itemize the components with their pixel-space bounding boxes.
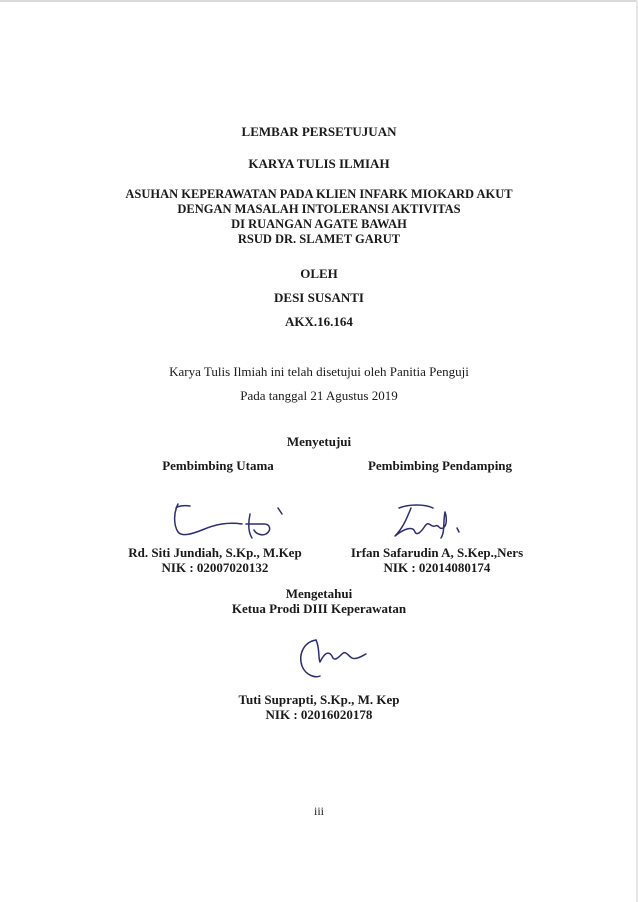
- companion-advisor-name: Irfan Safarudin A, S.Kep.,Ners: [350, 545, 524, 560]
- program-head-name: Tuti Suprapti, S.Kp., M. Kep: [238, 692, 400, 707]
- by-label: OLEH: [300, 266, 338, 281]
- author-name: DESI SUSANTI: [274, 290, 364, 305]
- acknowledge-label: Mengetahui: [285, 586, 353, 601]
- approval-statement: Karya Tulis Ilmiah ini telah disetujui oleh Panitia Penguji: [169, 364, 469, 379]
- page-number: iii: [313, 804, 324, 818]
- scan-edge-top: [0, 0, 638, 2]
- title-line-4: RSUD DR. SLAMET GARUT: [237, 232, 401, 246]
- main-advisor-role: Pembimbing Utama: [162, 458, 274, 473]
- student-id: AKX.16.164: [285, 314, 353, 329]
- main-advisor-signature: [168, 494, 318, 546]
- companion-advisor-role: Pembimbing Pendamping: [367, 458, 513, 473]
- companion-advisor-nik: NIK : 02014080174: [383, 560, 491, 575]
- title-line-3: DI RUANGAN AGATE BAWAH: [231, 217, 407, 231]
- page-heading: LEMBAR PERSETUJUAN: [241, 124, 397, 139]
- program-head-nik: NIK : 02016020178: [265, 707, 373, 722]
- acknowledge-role: Ketua Prodi DIII Keperawatan: [231, 601, 407, 616]
- title-line-1: ASUHAN KEPERAWATAN PADA KLIEN INFARK MIOKARD AKUT: [125, 187, 513, 201]
- approve-label: Menyetujui: [286, 434, 352, 449]
- main-advisor-nik: NIK : 02007020132: [161, 560, 269, 575]
- main-advisor-name: Rd. Siti Jundiah, S.Kp., M.Kep: [128, 545, 302, 560]
- title-line-2: DENGAN MASALAH INTOLERANSI AKTIVITAS: [177, 202, 461, 216]
- approval-date: Pada tanggal 21 Agustus 2019: [240, 388, 398, 403]
- companion-advisor-signature: [385, 498, 475, 546]
- program-head-signature: [286, 632, 376, 686]
- document-type: KARYA TULIS ILMIAH: [248, 156, 390, 171]
